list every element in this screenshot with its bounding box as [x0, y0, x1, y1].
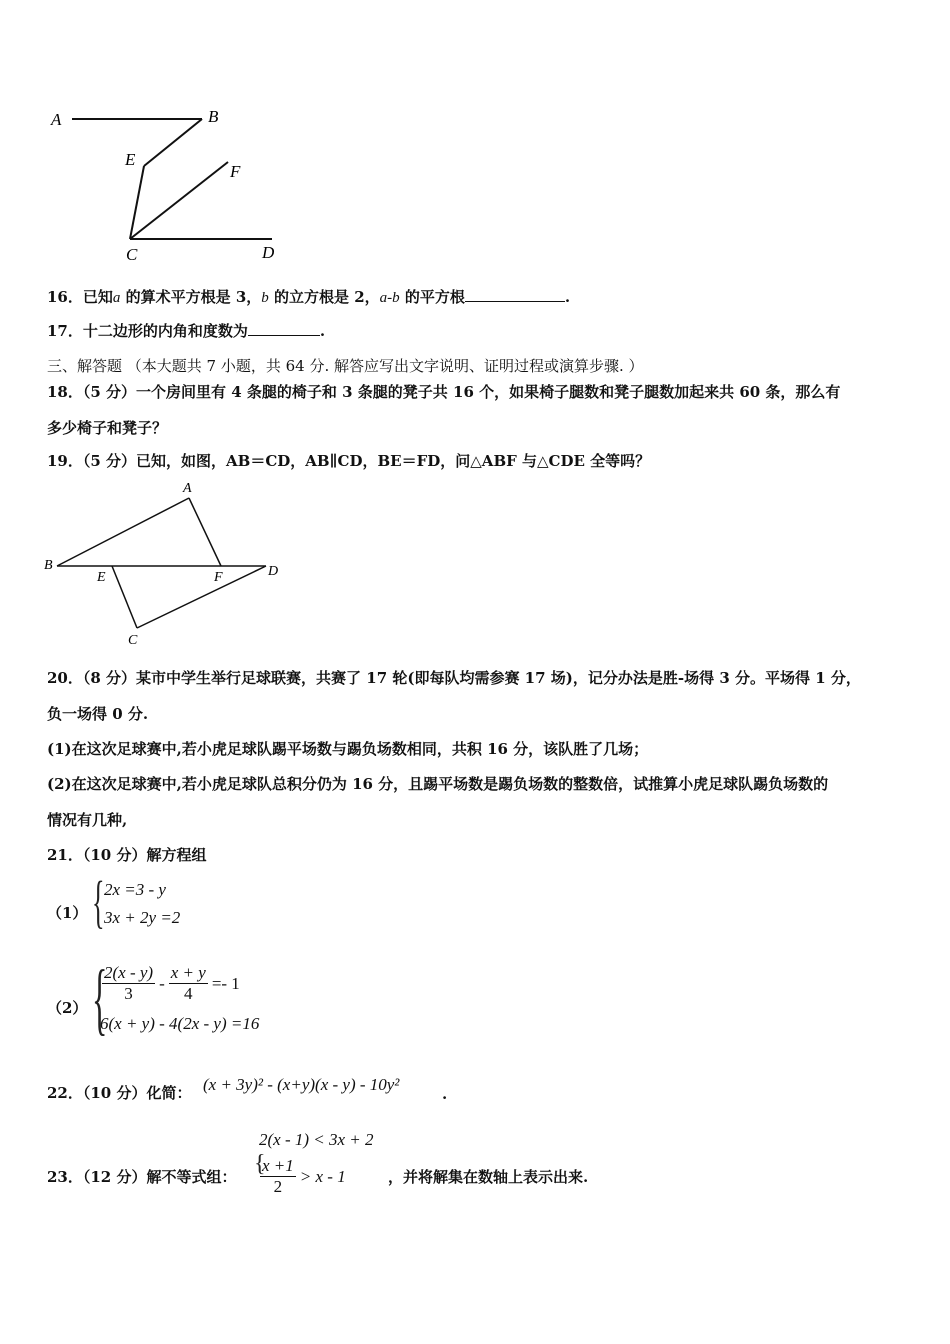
section-3-heading: 三、解答题 （本大题共 7 小题，共 64 分. 解答应写出文字说明、证明过程或演算步骤. ）	[47, 357, 644, 375]
question-22: 22．（10 分）化简：	[47, 1084, 192, 1102]
label-c: C	[128, 633, 138, 648]
question-17: 17．十二边形的内角和度数为 .	[47, 322, 326, 340]
segment-cf	[130, 162, 228, 239]
label-c: C	[126, 245, 138, 264]
figure-abfcde	[40, 478, 290, 650]
equation-21-1b: 3x + 2y =2	[104, 908, 181, 927]
fraction: $\frac{x +1}{2}$	[262, 1156, 294, 1196]
brace-left: {	[92, 955, 108, 1043]
equation-21-2b: 6(x + y) - 4(2x - y) =16	[100, 1014, 260, 1033]
question-21-title: 21．（10 分）解方程组	[47, 846, 207, 864]
question-19: 19．（5 分）已知，如图，AB＝CD，AB∥CD，BE＝FD，问△ABF 与△CDE 全等吗？	[47, 452, 651, 470]
equation-21-1a: 2x =3 - y	[104, 880, 166, 899]
question-18-line1: 18．（5 分）一个房间里有 4 条腿的椅子和 3 条腿的凳子共 16 个，如果椅子腿数和凳子腿数加起来共 60 条，那么有	[47, 383, 841, 401]
brace-left: {	[92, 869, 105, 934]
question-21-part1-label: （1）	[47, 904, 88, 922]
label-b: B	[44, 558, 53, 573]
question-22-end: .	[442, 1085, 448, 1103]
label-b: B	[208, 107, 219, 126]
segment-be	[144, 119, 202, 166]
segment-ec	[130, 166, 144, 239]
inequality-23-2: $\frac{x +1}{2}$ > x - 1	[262, 1156, 346, 1196]
question-16: 16．已知a 的算术平方根是 3，b 的立方根是 2，a-b 的平方根 .	[47, 288, 571, 306]
equation-21-2a: $\frac{2(x - y)}{3}$ - $\frac{x + y}{4}$ =- 1	[104, 963, 240, 1003]
fraction: $\frac{x + y}{4}$	[170, 963, 206, 1003]
segment-cd	[137, 566, 266, 628]
answer-blank-17[interactable]	[248, 321, 320, 336]
segment-ba	[57, 498, 189, 566]
question-20-line1: 20．（8 分）某市中学生举行足球联赛，共赛了 17 轮(即每队均需参赛 17 场)，记分办法是胜-场得 3 分。平场得 1 分，	[47, 669, 861, 687]
label-e: E	[125, 150, 136, 169]
question-20-line2: 负一场得 0 分.	[47, 705, 149, 723]
question-20-part1: (1)在这次足球赛中,若小虎足球队踢平场数与踢负场数相同，共积 16 分，该队胜了几场；	[47, 740, 649, 758]
label-d: D	[268, 564, 279, 579]
question-23-tail: ，并将解集在数轴上表示出来.	[388, 1168, 589, 1186]
fraction: $\frac{2(x - y)}{3}$	[104, 963, 154, 1003]
label-f: F	[214, 570, 223, 585]
label-a: A	[183, 481, 192, 496]
segment-af	[189, 498, 221, 566]
label-a: A	[51, 110, 62, 129]
inequality-23-1: 2(x - 1) < 3x + 2	[259, 1130, 374, 1149]
question-20-part2: (2)在这次足球赛中,若小虎足球队总积分仍为 16 分，且踢平场数是踢负场数的整数倍，试推算小虎足球队踢负场数的	[47, 775, 829, 793]
question-23: 23．（12 分）解不等式组：	[47, 1168, 237, 1186]
expression-22: (x + 3y)² - (x+y)(x - y) - 10y²	[203, 1075, 400, 1094]
question-18-line2: 多少椅子和凳子？	[47, 419, 168, 437]
figure-abecfd	[40, 100, 290, 270]
label-d: D	[262, 243, 275, 262]
question-20-line5: 情况有几种,	[47, 811, 128, 829]
answer-blank-16[interactable]	[465, 287, 565, 302]
question-21-part2-label: （2）	[47, 999, 88, 1017]
label-f: F	[230, 162, 241, 181]
segment-ec	[112, 566, 137, 628]
label-e: E	[97, 570, 106, 585]
brace-left: {	[254, 1151, 266, 1177]
